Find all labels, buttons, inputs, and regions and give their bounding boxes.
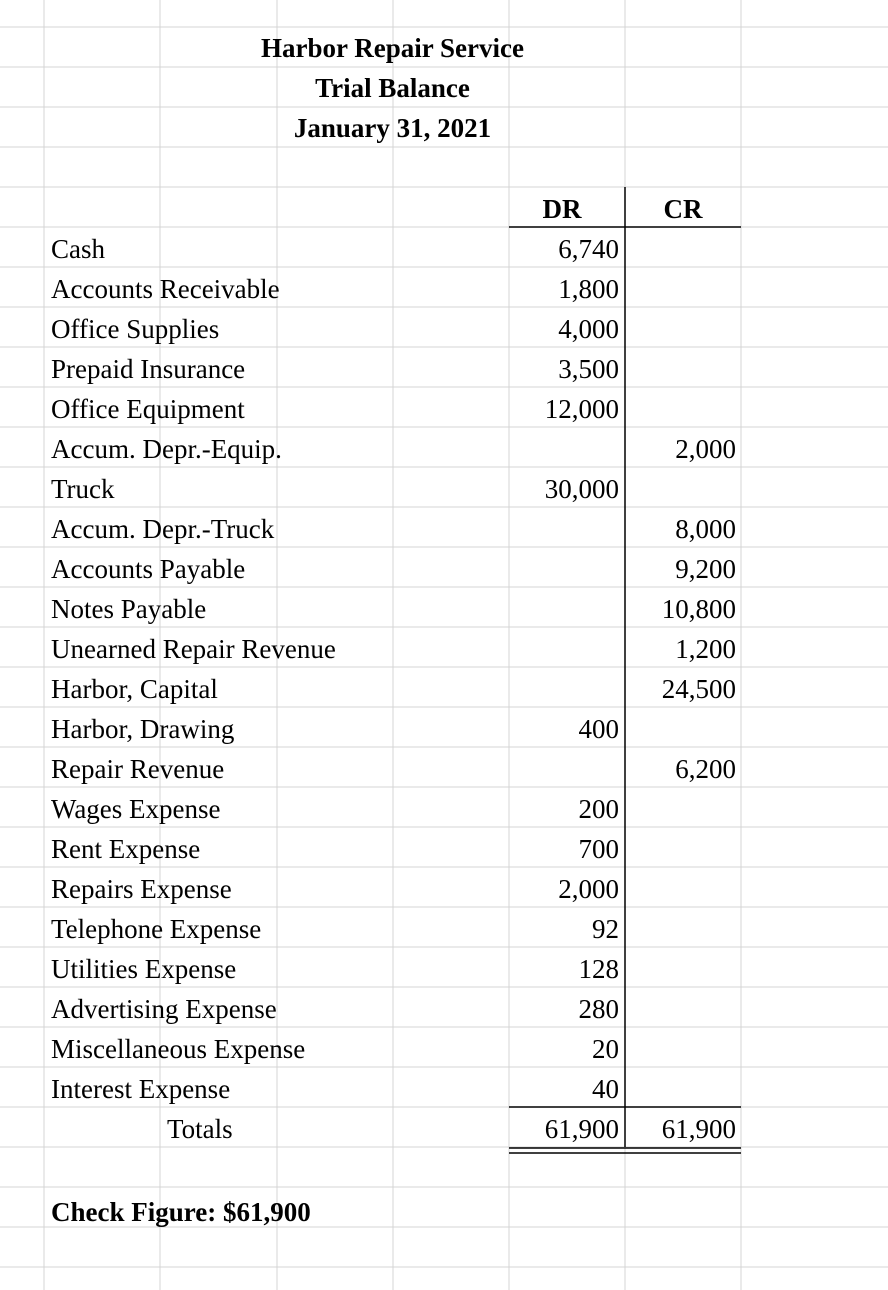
account-name: Unearned Repair Revenue [51,634,336,664]
debit-amount: 200 [578,794,619,824]
debit-amount: 128 [578,954,619,984]
account-name: Office Supplies [51,314,220,344]
debit-amount: 400 [578,714,619,744]
account-name: Advertising Expense [51,994,277,1024]
credit-amount: 9,200 [675,554,736,584]
credit-amount: 6,200 [675,754,736,784]
account-name: Repair Revenue [51,754,225,784]
credit-amount: 1,200 [675,634,736,664]
credit-column-header: CR [663,194,703,224]
account-name: Accounts Payable [51,554,246,584]
debit-amount: 30,000 [544,474,619,504]
account-name: Accum. Depr.-Truck [51,514,275,544]
account-name: Repairs Expense [51,874,232,904]
debit-amount: 40 [592,1074,619,1104]
account-name: Office Equipment [51,394,245,424]
statement-date: January 31, 2021 [293,113,492,143]
debit-amount: 20 [592,1034,619,1064]
account-name: Interest Expense [51,1074,231,1104]
credit-amount: 8,000 [675,514,736,544]
debit-amount: 2,000 [558,874,619,904]
debit-amount: 92 [592,914,619,944]
account-name: Rent Expense [51,834,201,864]
debit-amount: 1,800 [558,274,619,304]
debit-column-header: DR [542,194,582,224]
account-name: Harbor, Drawing [51,714,235,744]
debit-amount: 700 [578,834,619,864]
account-name: Accounts Receivable [51,274,280,304]
debit-amount: 3,500 [558,354,619,384]
credit-amount: 2,000 [675,434,736,464]
account-name: Miscellaneous Expense [51,1034,306,1064]
account-name: Truck [51,474,115,504]
company-name: Harbor Repair Service [261,33,524,63]
debit-amount: 280 [578,994,619,1024]
debit-amount: 4,000 [558,314,619,344]
debit-total: 61,900 [544,1114,619,1144]
account-name: Harbor, Capital [51,674,218,704]
account-name: Notes Payable [51,594,207,624]
account-name: Cash [51,234,105,264]
credit-total: 61,900 [661,1114,736,1144]
account-name: Prepaid Insurance [51,354,246,384]
account-name: Utilities Expense [51,954,237,984]
debit-amount: 12,000 [544,394,619,424]
statement-title: Trial Balance [315,73,470,103]
credit-amount: 10,800 [661,594,736,624]
totals-label: Totals [167,1114,233,1144]
account-name: Wages Expense [51,794,221,824]
check-figure: Check Figure: $61,900 [51,1197,311,1227]
account-name: Accum. Depr.-Equip. [51,434,282,464]
credit-amount: 24,500 [661,674,736,704]
debit-amount: 6,740 [558,234,619,264]
account-name: Telephone Expense [51,914,262,944]
